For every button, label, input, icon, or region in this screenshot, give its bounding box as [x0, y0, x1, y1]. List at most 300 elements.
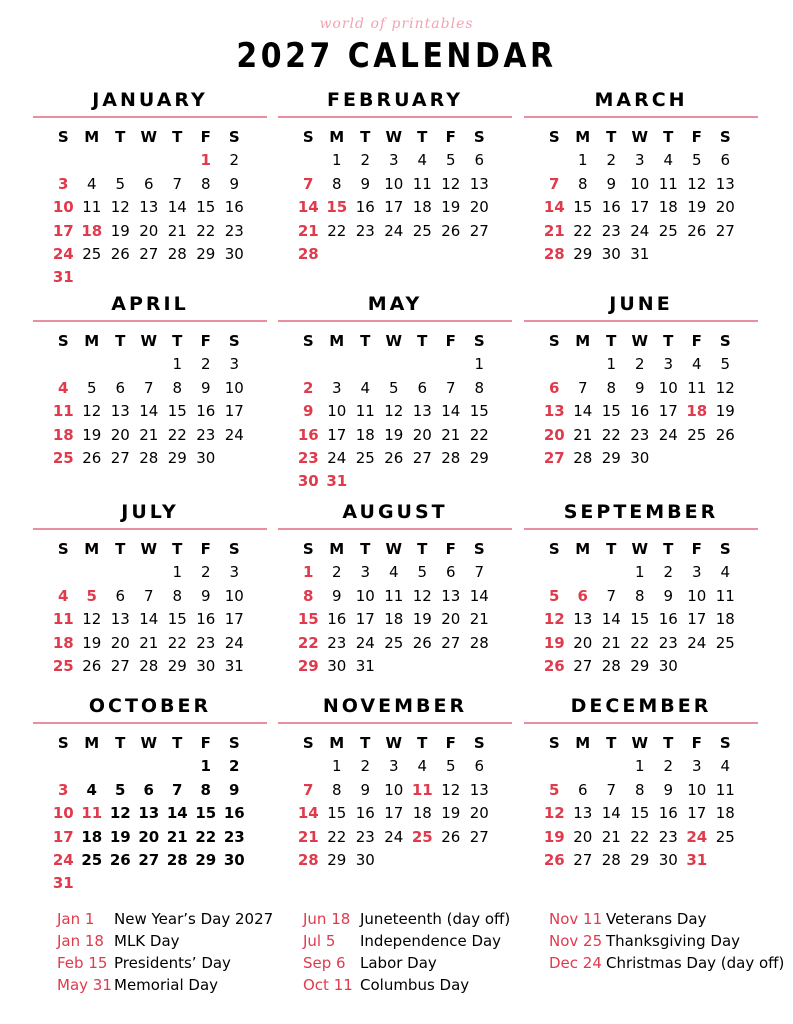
month-divider — [278, 116, 512, 118]
weekday-header: S — [57, 540, 69, 558]
holiday-date: Oct 11 — [303, 976, 353, 994]
weekday-header: T — [115, 128, 126, 146]
day-cell: 28 — [297, 244, 319, 263]
day-cell: 28 — [166, 850, 188, 869]
day-cell: 14 — [297, 804, 319, 823]
empty-cell — [106, 353, 135, 376]
day-cell: 11 — [715, 780, 735, 799]
day-cell: 11 — [412, 174, 432, 193]
day-cell: 13 — [110, 610, 130, 629]
day-cell: 6 — [474, 757, 485, 776]
day-cell: 20 — [715, 198, 735, 217]
day-cell: 12 — [82, 402, 102, 421]
empty-cell — [540, 353, 569, 376]
day-cell: 15 — [601, 402, 621, 421]
month-name: SEPTEMBER — [563, 501, 719, 523]
day-cell: 19 — [82, 425, 102, 444]
day-cell: 1 — [634, 563, 645, 582]
weekday-header: S — [57, 332, 69, 350]
day-cell: 8 — [303, 586, 314, 605]
holiday-date: Feb 15 — [57, 954, 108, 972]
day-cell: 22 — [196, 221, 216, 240]
empty-cell — [569, 755, 598, 778]
month-october — [33, 694, 267, 900]
day-cell: 29 — [297, 656, 319, 675]
month-name: NOVEMBER — [322, 695, 468, 717]
day-cell: 19 — [110, 221, 130, 240]
day-cell: 3 — [331, 378, 342, 397]
day-cell: 13 — [715, 174, 735, 193]
weekday-header: S — [719, 734, 731, 752]
day-cell: 4 — [388, 563, 399, 582]
day-cell: 20 — [469, 198, 489, 217]
day-cell: 14 — [601, 610, 621, 629]
day-cell: 15 — [469, 402, 489, 421]
empty-cell — [135, 755, 164, 778]
day-cell: 3 — [388, 757, 399, 776]
day-cell: 11 — [355, 402, 375, 421]
day-cell: 10 — [52, 198, 74, 217]
day-cell: 23 — [297, 448, 319, 467]
day-cell: 21 — [441, 425, 461, 444]
holiday-row — [303, 930, 510, 952]
day-cell: 10 — [355, 586, 375, 605]
day-cell: 13 — [139, 198, 159, 217]
day-cell: 27 — [139, 244, 159, 263]
holiday-date: Dec 24 — [549, 954, 602, 972]
day-cell: 19 — [109, 827, 131, 846]
weekday-header: T — [606, 734, 617, 752]
day-cell: 20 — [110, 633, 130, 652]
day-cell: 1 — [577, 151, 588, 170]
day-cell: 23 — [224, 221, 244, 240]
day-cell: 31 — [686, 850, 708, 869]
day-cell: 21 — [297, 827, 319, 846]
day-cell: 24 — [327, 448, 347, 467]
day-cell: 2 — [303, 378, 314, 397]
weekday-header: T — [417, 128, 428, 146]
day-cell: 13 — [441, 586, 461, 605]
empty-cell — [408, 353, 437, 376]
holiday-row — [303, 952, 510, 974]
day-cell: 23 — [196, 633, 216, 652]
day-cell: 5 — [720, 355, 731, 374]
day-cell: 15 — [297, 610, 319, 629]
day-cell: 10 — [630, 174, 650, 193]
holiday-column — [57, 908, 273, 996]
day-cell: 6 — [143, 780, 154, 799]
day-cell: 6 — [445, 563, 456, 582]
day-cell: 25 — [52, 448, 74, 467]
day-cell: 12 — [384, 402, 404, 421]
day-cell: 11 — [658, 174, 678, 193]
day-cell: 16 — [630, 402, 650, 421]
day-cell: 26 — [109, 850, 131, 869]
day-cell: 17 — [384, 198, 404, 217]
day-cell: 15 — [573, 198, 593, 217]
day-cell: 7 — [606, 586, 617, 605]
day-cell: 13 — [412, 402, 432, 421]
day-cell: 21 — [601, 633, 621, 652]
day-cell: 19 — [543, 633, 565, 652]
weekday-header: W — [631, 540, 649, 558]
month-august — [278, 500, 512, 706]
day-cell: 7 — [143, 378, 154, 397]
day-cell: 7 — [143, 586, 154, 605]
weekday-header: T — [360, 734, 371, 752]
day-cell: 12 — [110, 198, 130, 217]
day-cell: 27 — [715, 221, 735, 240]
day-cell: 29 — [601, 448, 621, 467]
day-cell: 30 — [327, 656, 347, 675]
weekday-header: F — [200, 540, 211, 558]
day-cell: 20 — [573, 827, 593, 846]
day-cell: 2 — [360, 757, 371, 776]
day-cell: 4 — [691, 355, 702, 374]
weekday-header: T — [115, 332, 126, 350]
holiday-name: Juneteenth (day off) — [360, 910, 511, 928]
day-cell: 5 — [86, 378, 97, 397]
day-cell: 9 — [663, 780, 674, 799]
weekday-header: T — [663, 734, 674, 752]
day-cell: 17 — [224, 610, 244, 629]
day-cell: 16 — [355, 804, 375, 823]
weekday-header: F — [691, 128, 702, 146]
day-cell: 10 — [384, 780, 404, 799]
day-cell: 7 — [303, 780, 314, 799]
weekday-header: S — [302, 128, 314, 146]
weekday-header: F — [200, 332, 211, 350]
day-cell: 18 — [355, 425, 375, 444]
empty-cell — [78, 353, 107, 376]
day-cell: 4 — [720, 757, 731, 776]
day-cell: 25 — [81, 850, 103, 869]
month-divider — [278, 722, 512, 724]
day-cell: 15 — [195, 804, 217, 823]
day-grid — [540, 732, 758, 872]
day-cell: 1 — [331, 151, 342, 170]
day-cell: 27 — [441, 633, 461, 652]
day-cell: 27 — [110, 448, 130, 467]
day-cell: 28 — [543, 244, 565, 263]
weekday-header: S — [57, 734, 69, 752]
empty-cell — [135, 353, 164, 376]
holiday-name: Thanksgiving Day — [606, 932, 741, 950]
day-cell: 25 — [658, 221, 678, 240]
day-cell: 3 — [229, 563, 240, 582]
weekday-header: T — [663, 128, 674, 146]
weekday-header: T — [417, 332, 428, 350]
day-cell: 11 — [52, 402, 74, 421]
day-cell: 7 — [172, 780, 183, 799]
day-cell: 5 — [417, 563, 428, 582]
weekday-header: S — [473, 734, 485, 752]
month-name: MAY — [367, 293, 423, 315]
day-cell: 27 — [469, 221, 489, 240]
empty-cell — [569, 353, 598, 376]
day-cell: 9 — [200, 586, 211, 605]
day-cell: 23 — [658, 633, 678, 652]
empty-cell — [597, 755, 626, 778]
weekday-header: T — [115, 734, 126, 752]
day-cell: 19 — [715, 402, 735, 421]
holiday-name: Christmas Day (day off) — [606, 954, 785, 972]
day-cell: 28 — [297, 850, 319, 869]
day-cell: 8 — [474, 378, 485, 397]
day-cell: 18 — [715, 804, 735, 823]
weekday-header: S — [473, 128, 485, 146]
month-divider — [524, 116, 758, 118]
month-may — [278, 292, 512, 498]
day-cell: 7 — [445, 378, 456, 397]
weekday-header: M — [84, 540, 100, 558]
day-cell: 9 — [331, 586, 342, 605]
day-cell: 24 — [687, 633, 707, 652]
day-cell: 29 — [327, 850, 347, 869]
weekday-header: S — [57, 128, 69, 146]
day-cell: 2 — [606, 151, 617, 170]
day-cell: 23 — [196, 425, 216, 444]
day-cell: 29 — [630, 656, 650, 675]
empty-cell — [49, 755, 78, 778]
holiday-name: Presidents’ Day — [114, 954, 231, 972]
day-cell: 4 — [417, 151, 428, 170]
day-cell: 6 — [417, 378, 428, 397]
day-cell: 21 — [601, 827, 621, 846]
day-cell: 21 — [139, 633, 159, 652]
day-cell: 5 — [388, 378, 399, 397]
day-cell: 30 — [297, 472, 319, 491]
day-grid — [294, 538, 512, 678]
day-cell: 21 — [573, 425, 593, 444]
month-divider — [278, 528, 512, 530]
day-cell: 25 — [715, 633, 735, 652]
day-cell: 25 — [82, 244, 102, 263]
weekday-header: S — [228, 128, 240, 146]
day-cell: 18 — [81, 827, 103, 846]
day-cell: 3 — [58, 174, 69, 193]
day-cell: 10 — [224, 378, 244, 397]
day-cell: 13 — [573, 804, 593, 823]
day-cell: 14 — [167, 198, 187, 217]
day-cell: 18 — [686, 402, 708, 421]
day-cell: 17 — [224, 402, 244, 421]
day-grid — [49, 538, 267, 678]
day-cell: 27 — [469, 827, 489, 846]
day-cell: 1 — [200, 151, 211, 170]
weekday-header: S — [302, 332, 314, 350]
day-cell: 12 — [441, 780, 461, 799]
day-cell: 18 — [52, 425, 74, 444]
weekday-header: M — [84, 332, 100, 350]
day-cell: 1 — [474, 355, 485, 374]
day-cell: 25 — [411, 827, 433, 846]
day-cell: 25 — [687, 425, 707, 444]
day-cell: 28 — [469, 633, 489, 652]
day-cell: 30 — [196, 448, 216, 467]
empty-cell — [294, 353, 323, 376]
day-grid — [540, 126, 758, 266]
weekday-header: W — [140, 540, 158, 558]
empty-cell — [135, 149, 164, 172]
empty-cell — [106, 149, 135, 172]
weekday-header: W — [631, 734, 649, 752]
day-cell: 14 — [441, 402, 461, 421]
day-cell: 30 — [658, 850, 678, 869]
day-cell: 10 — [658, 378, 678, 397]
day-cell: 22 — [469, 425, 489, 444]
day-cell: 29 — [167, 448, 187, 467]
day-cell: 31 — [630, 244, 650, 263]
day-cell: 21 — [469, 610, 489, 629]
month-january — [33, 88, 267, 294]
day-cell: 24 — [224, 425, 244, 444]
empty-cell — [135, 561, 164, 584]
day-cell: 3 — [58, 780, 69, 799]
day-cell: 22 — [167, 425, 187, 444]
day-cell: 5 — [445, 151, 456, 170]
holiday-row — [57, 952, 273, 974]
day-cell: 26 — [543, 850, 565, 869]
day-cell: 16 — [355, 198, 375, 217]
day-cell: 3 — [663, 355, 674, 374]
weekday-header: F — [445, 128, 456, 146]
day-cell: 13 — [573, 610, 593, 629]
day-cell: 24 — [224, 633, 244, 652]
day-cell: 4 — [417, 757, 428, 776]
holiday-name: Labor Day — [360, 954, 437, 972]
day-cell: 13 — [469, 174, 489, 193]
day-cell: 30 — [601, 244, 621, 263]
holiday-date: Sep 6 — [303, 954, 346, 972]
day-cell: 4 — [86, 174, 97, 193]
day-cell: 11 — [384, 586, 404, 605]
day-cell: 23 — [327, 633, 347, 652]
month-name: OCTOBER — [88, 695, 212, 717]
holiday-date: Nov 25 — [549, 932, 603, 950]
day-cell: 2 — [360, 151, 371, 170]
day-cell: 26 — [715, 425, 735, 444]
empty-cell — [78, 755, 107, 778]
day-cell: 31 — [326, 472, 348, 491]
day-cell: 16 — [196, 610, 216, 629]
weekday-header: S — [228, 734, 240, 752]
day-cell: 14 — [166, 804, 188, 823]
day-cell: 1 — [606, 355, 617, 374]
day-cell: 22 — [195, 827, 217, 846]
day-cell: 23 — [601, 221, 621, 240]
day-cell: 28 — [441, 448, 461, 467]
day-cell: 26 — [687, 221, 707, 240]
day-cell: 15 — [196, 198, 216, 217]
day-cell: 29 — [195, 850, 217, 869]
weekday-header: T — [417, 540, 428, 558]
day-cell: 5 — [691, 151, 702, 170]
day-cell: 3 — [360, 563, 371, 582]
day-cell: 17 — [52, 827, 74, 846]
weekday-header: F — [200, 734, 211, 752]
day-cell: 17 — [52, 221, 74, 240]
weekday-header: T — [606, 540, 617, 558]
day-cell: 12 — [543, 610, 565, 629]
day-cell: 12 — [543, 804, 565, 823]
empty-cell — [49, 149, 78, 172]
day-cell: 11 — [715, 586, 735, 605]
weekday-header: S — [228, 332, 240, 350]
day-cell: 29 — [196, 244, 216, 263]
holiday-column — [303, 908, 510, 996]
day-cell: 8 — [200, 174, 211, 193]
day-cell: 28 — [139, 448, 159, 467]
weekday-header: S — [548, 128, 560, 146]
day-cell: 3 — [229, 355, 240, 374]
holiday-date: Jun 18 — [303, 910, 351, 928]
day-cell: 22 — [297, 633, 319, 652]
day-cell: 18 — [81, 221, 103, 240]
day-cell: 14 — [601, 804, 621, 823]
day-cell: 26 — [441, 221, 461, 240]
day-cell: 28 — [139, 656, 159, 675]
day-cell: 23 — [223, 827, 245, 846]
day-cell: 2 — [663, 563, 674, 582]
day-cell: 9 — [634, 378, 645, 397]
day-cell: 23 — [355, 827, 375, 846]
day-cell: 11 — [81, 804, 103, 823]
day-cell: 20 — [138, 827, 160, 846]
day-cell: 19 — [441, 198, 461, 217]
day-cell: 22 — [327, 221, 347, 240]
day-cell: 12 — [412, 586, 432, 605]
day-cell: 24 — [686, 827, 708, 846]
holiday-row — [57, 974, 273, 996]
day-cell: 24 — [52, 244, 74, 263]
day-cell: 16 — [196, 402, 216, 421]
weekday-header: T — [663, 540, 674, 558]
day-cell: 29 — [167, 656, 187, 675]
day-cell: 11 — [687, 378, 707, 397]
day-cell: 10 — [224, 586, 244, 605]
day-cell: 20 — [543, 425, 565, 444]
holiday-date: Nov 11 — [549, 910, 603, 928]
day-cell: 9 — [200, 378, 211, 397]
weekday-header: W — [631, 128, 649, 146]
day-grid — [294, 732, 512, 872]
day-cell: 7 — [474, 563, 485, 582]
day-cell: 19 — [82, 633, 102, 652]
day-cell: 21 — [543, 221, 565, 240]
day-cell: 2 — [229, 757, 240, 776]
weekday-header: W — [140, 128, 158, 146]
holiday-name: Memorial Day — [114, 976, 219, 994]
day-cell: 7 — [549, 174, 560, 193]
holiday-date: Jul 5 — [303, 932, 336, 950]
weekday-header: M — [575, 332, 591, 350]
brand-logo-text: world of printables — [319, 16, 474, 32]
weekday-header: W — [385, 332, 403, 350]
day-cell: 7 — [172, 174, 183, 193]
day-cell: 26 — [441, 827, 461, 846]
day-grid — [540, 538, 758, 678]
day-cell: 10 — [687, 780, 707, 799]
day-cell: 2 — [200, 355, 211, 374]
day-cell: 11 — [411, 780, 433, 799]
empty-cell — [351, 353, 380, 376]
day-cell: 1 — [331, 757, 342, 776]
day-cell: 31 — [52, 874, 74, 893]
holiday-name: Independence Day — [360, 932, 502, 950]
day-cell: 17 — [355, 610, 375, 629]
day-cell: 18 — [412, 804, 432, 823]
